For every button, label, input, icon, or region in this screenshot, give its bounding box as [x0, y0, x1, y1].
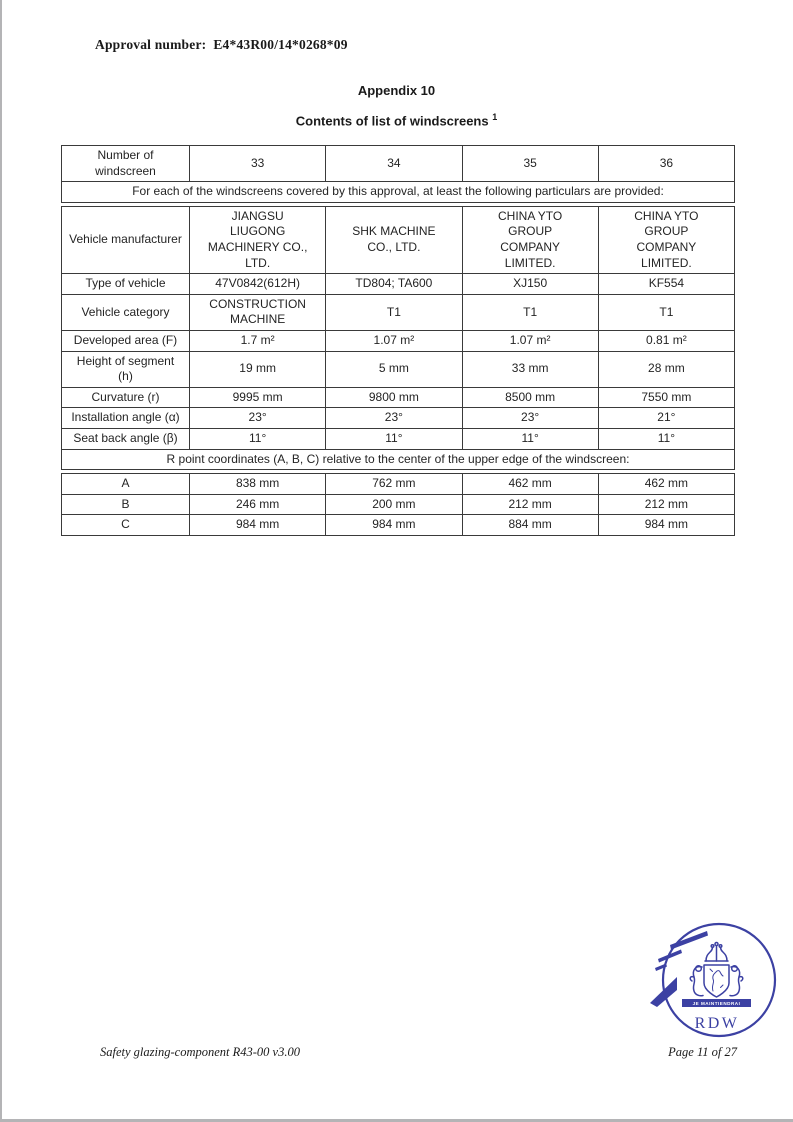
windscreen-number-cell: 34 — [326, 146, 462, 182]
lion-right-icon — [730, 966, 743, 996]
windscreen-number-cell: 33 — [190, 146, 326, 182]
row-label-number-of-windscreen: Number of windscreen — [62, 146, 190, 182]
table-row-type-of-vehicle — [62, 274, 735, 295]
windscreen-number-cell: 35 — [462, 146, 598, 182]
table-row-curvature — [62, 387, 735, 408]
table-row-vehicle-category — [62, 294, 735, 330]
table-row-developed-area — [62, 330, 735, 351]
table-row-r-point-note — [62, 449, 735, 470]
table-row-installation-angle — [62, 408, 735, 429]
coordinate-b-cell: 212 mm — [462, 494, 598, 515]
coordinate-a-cell: 462 mm — [598, 474, 734, 495]
row-label-height-of-segment: Height of segment (h) — [62, 351, 190, 387]
table-row-number-of-windscreen — [62, 146, 735, 182]
installation-angle-cell: 23° — [326, 408, 462, 429]
seat-back-angle-cell: 11° — [462, 428, 598, 449]
coordinate-b-cell: 246 mm — [190, 494, 326, 515]
rdw-stamp — [650, 919, 790, 1045]
lion-left-icon — [690, 966, 703, 996]
r-point-coordinates-block — [61, 473, 735, 536]
coordinate-a-cell: 838 mm — [190, 474, 326, 495]
coordinate-c-cell: 984 mm — [598, 515, 734, 536]
vehicle-manufacturer-cell: SHK MACHINE CO., LTD. — [326, 206, 462, 273]
curvature-cell: 7550 mm — [598, 387, 734, 408]
coordinate-a-cell: 762 mm — [326, 474, 462, 495]
row-label-installation-angle: Installation angle (α) — [62, 408, 190, 429]
motto-text: JE MAINTIENDRAI — [692, 1001, 741, 1006]
table-row-seat-back-angle — [62, 428, 735, 449]
row-label-curvature: Curvature (r) — [62, 387, 190, 408]
row-label-coordinate-b: B — [62, 494, 190, 515]
row-label-vehicle-category: Vehicle category — [62, 294, 190, 330]
page-left-edge — [0, 0, 2, 1122]
appendix-title: Appendix 10 — [357, 83, 436, 98]
coordinate-c-cell: 984 mm — [326, 515, 462, 536]
shield-icon — [704, 965, 729, 997]
row-label-developed-area: Developed area (F) — [62, 330, 190, 351]
type-of-vehicle-cell: 47V0842(612H) — [190, 274, 326, 295]
installation-angle-cell: 23° — [462, 408, 598, 429]
type-of-vehicle-cell: TD804; TA600 — [326, 274, 462, 295]
height-of-segment-cell: 33 mm — [462, 351, 598, 387]
windscreen-table — [61, 145, 735, 539]
table-row-coordinate-a — [62, 474, 735, 495]
height-of-segment-cell: 19 mm — [190, 351, 326, 387]
row-label-coordinate-c: C — [62, 515, 190, 536]
rdw-logo-text: RDW — [694, 1015, 740, 1032]
approval-number-label: Approval number: — [95, 37, 207, 52]
coordinate-b-cell: 200 mm — [326, 494, 462, 515]
windscreen-details-block — [61, 206, 735, 470]
page-title — [0, 112, 793, 128]
installation-angle-cell: 21° — [598, 408, 734, 429]
row-label-coordinate-a: A — [62, 474, 190, 495]
coordinate-c-cell: 884 mm — [462, 515, 598, 536]
height-of-segment-cell: 28 mm — [598, 351, 734, 387]
table-row-intro-note — [62, 182, 735, 203]
coordinate-a-cell: 462 mm — [462, 474, 598, 495]
table-row-coordinate-c — [62, 515, 735, 536]
row-label-seat-back-angle: Seat back angle (β) — [62, 428, 190, 449]
seat-back-angle-cell: 11° — [190, 428, 326, 449]
vehicle-manufacturer-cell: CHINA YTO GROUP COMPANY LIMITED. — [462, 206, 598, 273]
table-row-height-of-segment — [62, 351, 735, 387]
coordinate-c-cell: 984 mm — [190, 515, 326, 536]
intro-note: For each of the windscreens covered by this approval, at least the following particulars are provided: — [62, 182, 735, 203]
curvature-cell: 9800 mm — [326, 387, 462, 408]
vehicle-category-cell: T1 — [462, 294, 598, 330]
footnote-marker: 1 — [492, 112, 498, 122]
crown-icon — [705, 943, 728, 962]
windscreen-header-block — [61, 145, 735, 203]
table-row-coordinate-b — [62, 494, 735, 515]
vehicle-category-cell: T1 — [598, 294, 734, 330]
vehicle-manufacturer-cell: CHINA YTO GROUP COMPANY LIMITED. — [598, 206, 734, 273]
type-of-vehicle-cell: XJ150 — [462, 274, 598, 295]
developed-area-cell: 1.7 m² — [190, 330, 326, 351]
coordinate-b-cell: 212 mm — [598, 494, 734, 515]
curvature-cell: 8500 mm — [462, 387, 598, 408]
vehicle-category-cell: T1 — [326, 294, 462, 330]
height-of-segment-cell: 5 mm — [326, 351, 462, 387]
type-of-vehicle-cell: KF554 — [598, 274, 734, 295]
page-title-text: Contents of list of windscreens — [295, 113, 489, 129]
row-label-type-of-vehicle: Type of vehicle — [62, 274, 190, 295]
curvature-cell: 9995 mm — [190, 387, 326, 408]
footer-page-number: Page 11 of 27 — [668, 1045, 737, 1059]
vehicle-manufacturer-cell: JIANGSU LIUGONG MACHINERY CO., LTD. — [190, 206, 326, 273]
approval-number-value: E4*43R00/14*0268*09 — [213, 37, 348, 52]
row-label-vehicle-manufacturer: Vehicle manufacturer — [62, 206, 190, 273]
r-point-note: R point coordinates (A, B, C) relative to the center of the upper edge of the windscreen: — [62, 449, 735, 470]
windscreen-number-cell: 36 — [598, 146, 734, 182]
developed-area-cell: 1.07 m² — [462, 330, 598, 351]
installation-angle-cell: 23° — [190, 408, 326, 429]
developed-area-cell: 1.07 m² — [326, 330, 462, 351]
developed-area-cell: 0.81 m² — [598, 330, 734, 351]
seat-back-angle-cell: 11° — [598, 428, 734, 449]
table-row-vehicle-manufacturer — [62, 206, 735, 273]
footer-document-version: Safety glazing-component R43-00 v3.00 — [100, 1045, 300, 1059]
seat-back-angle-cell: 11° — [326, 428, 462, 449]
vehicle-category-cell: CONSTRUCTION MACHINE — [190, 294, 326, 330]
approval-number — [95, 37, 348, 53]
